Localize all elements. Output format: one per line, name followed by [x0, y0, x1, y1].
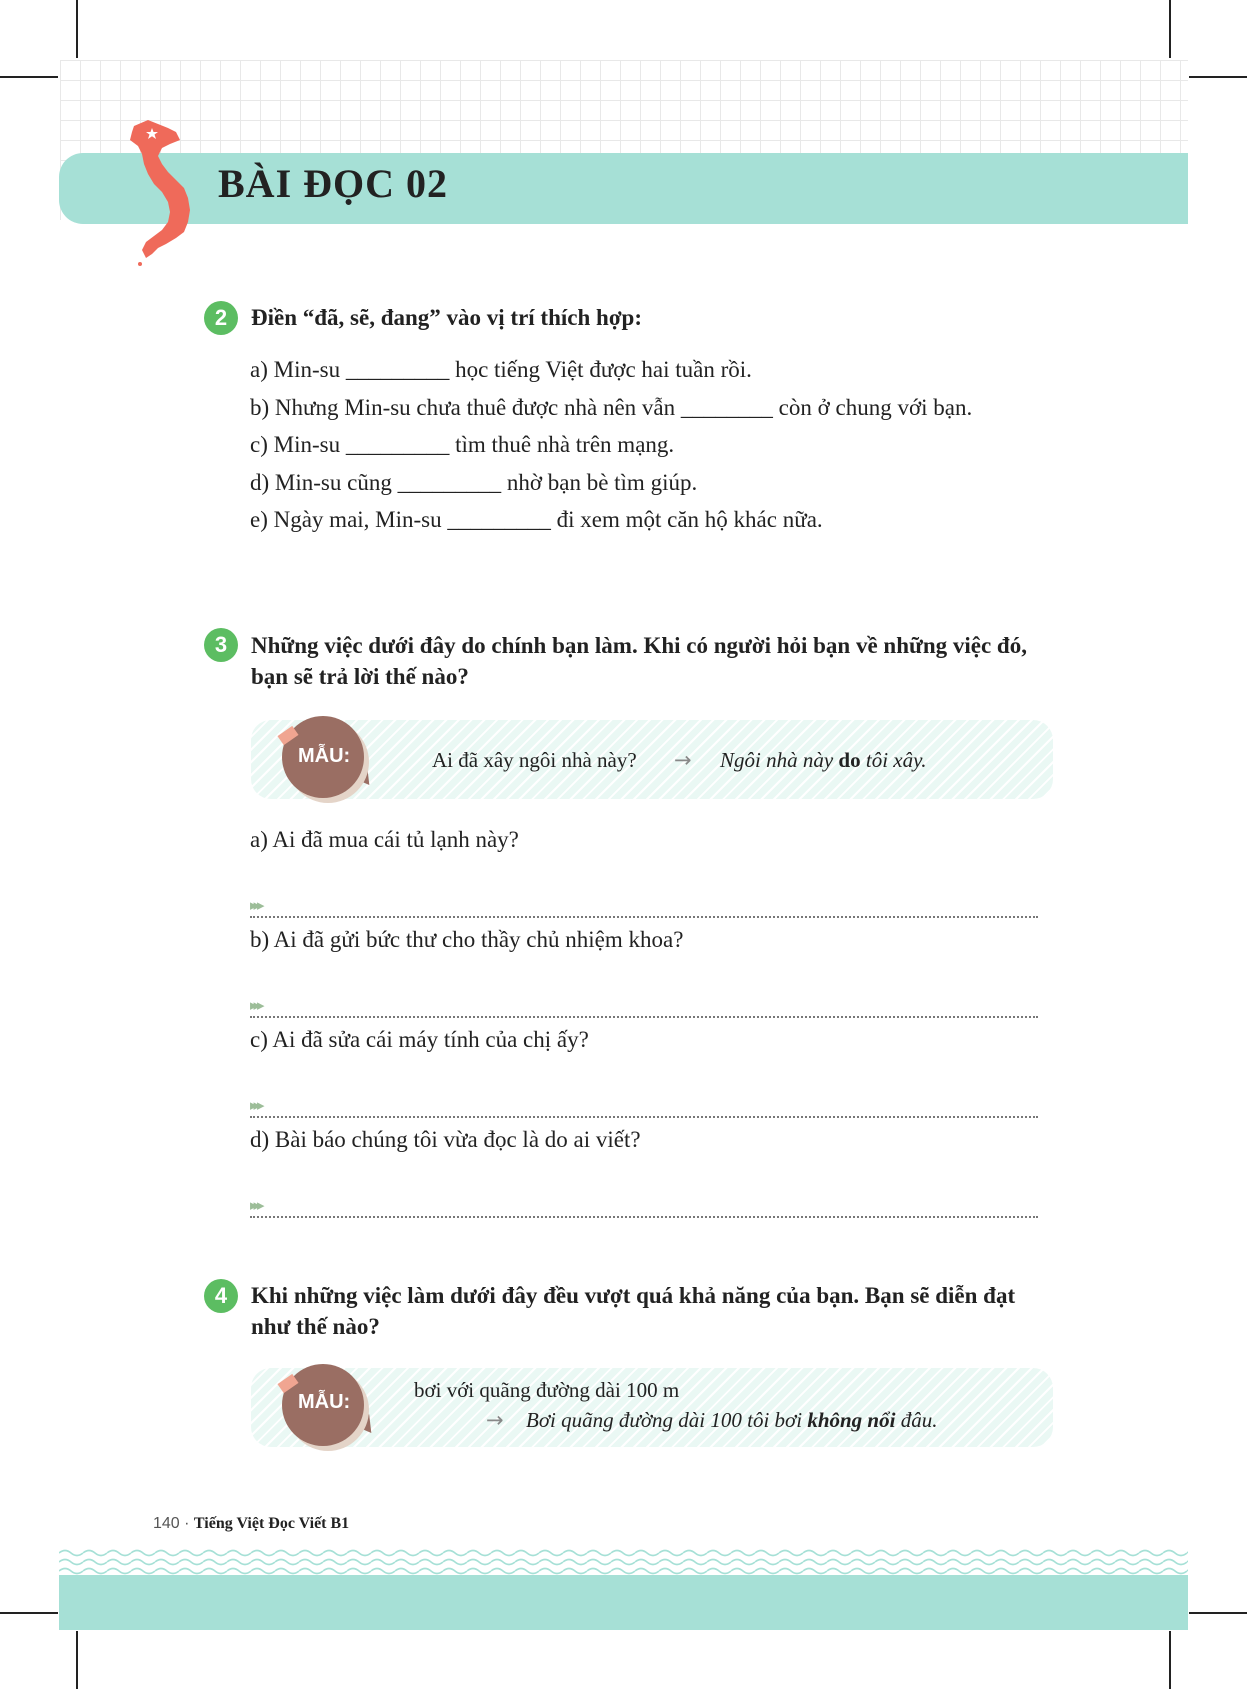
- exercise-instruction: Những việc dưới đây do chính bạn làm. Khi có người hỏi bạn về những việc đó, bạn sẽ trả lời thế nào?: [251, 633, 1027, 689]
- page-footer: [153, 1515, 349, 1533]
- sample-question-text: Ai đã xây ngôi nhà này?: [432, 748, 637, 772]
- sample-question: [432, 748, 637, 773]
- sample-answer: [720, 748, 927, 773]
- fill-in-sentence: a) Min-su _________ học tiếng Việt được hai tuần rồi.: [250, 357, 752, 382]
- sample-answer-keyword: do: [838, 748, 861, 772]
- footer-separator: ·: [179, 1515, 194, 1532]
- sample-label: MẪU:: [298, 1391, 351, 1413]
- exercise-instruction: Điền “đã, sẽ, đang” vào vị trí thích hợp:: [251, 305, 642, 330]
- fill-in-sentence: b) Nhưng Min-su chưa thuê được nhà nên vẫn ________ còn ở chung với bạn.: [250, 395, 973, 420]
- lesson-title: BÀI ĐỌC 02: [218, 161, 449, 206]
- wave-decoration: [59, 1548, 1188, 1576]
- answer-line[interactable]: [250, 996, 1038, 1018]
- vietnam-map-icon: [128, 118, 204, 268]
- crop-mark: [1189, 76, 1247, 78]
- sample-answer-text: đâu.: [895, 1408, 938, 1432]
- arrow-icon: →: [674, 748, 692, 772]
- exercise-number-badge: 4: [204, 1279, 238, 1313]
- crop-mark: [1169, 1631, 1171, 1689]
- fill-in-sentence: d) Min-su cũng _________ nhờ bạn bè tìm giúp.: [250, 470, 698, 495]
- question-text: d) Bài báo chúng tôi vừa đọc là do ai viết?: [250, 1127, 641, 1152]
- question-text: b) Ai đã gửi bức thư cho thầy chủ nhiệm khoa?: [250, 927, 684, 952]
- answer-arrows-icon: ▸▸▸: [250, 996, 261, 1014]
- answer-line[interactable]: [250, 896, 1038, 918]
- crop-mark: [0, 76, 58, 78]
- sample-prompt: bơi với quãng đường dài 100 m: [414, 1378, 680, 1402]
- answer-line[interactable]: [250, 1196, 1038, 1218]
- crop-mark: [76, 0, 78, 58]
- sample-answer-text: Bơi quãng đường dài 100 tôi bơi: [526, 1408, 808, 1432]
- exercise-instruction: Khi những việc làm dưới đây đều vượt quá khả năng của bạn. Bạn sẽ diễn đạt như thế nào?: [251, 1283, 1016, 1339]
- sample-label: MẪU:: [298, 745, 351, 767]
- crop-mark: [1189, 1612, 1247, 1614]
- sample-answer-keyword: không nổi: [807, 1408, 896, 1432]
- question-text: a) Ai đã mua cái tủ lạnh này?: [250, 827, 519, 852]
- question-text: c) Ai đã sửa cái máy tính của chị ấy?: [250, 1027, 589, 1052]
- page-number: 140: [153, 1515, 180, 1532]
- crop-mark: [76, 1631, 78, 1689]
- book-title: Tiếng Việt Đọc Viết B1: [193, 1515, 350, 1532]
- answer-line[interactable]: [250, 1096, 1038, 1118]
- fill-in-sentence: c) Min-su _________ tìm thuê nhà trên mạng.: [250, 432, 675, 457]
- fill-in-sentence: e) Ngày mai, Min-su _________ đi xem một căn hộ khác nữa.: [250, 507, 823, 532]
- answer-arrows-icon: ▸▸▸: [250, 896, 261, 914]
- exercise-number-badge: 3: [204, 628, 238, 662]
- crop-mark: [0, 1612, 58, 1614]
- answer-arrows-icon: ▸▸▸: [250, 1196, 261, 1214]
- crop-mark: [1169, 0, 1171, 58]
- sample-answer-text: Ngôi nhà này: [720, 748, 839, 772]
- sample-answer: [526, 1408, 937, 1433]
- footer-band: [59, 1575, 1188, 1630]
- answer-arrows-icon: ▸▸▸: [250, 1096, 261, 1114]
- arrow-icon: →: [486, 1408, 504, 1432]
- sample-answer-text: tôi xây.: [860, 748, 927, 772]
- sample-box: [251, 720, 1053, 799]
- exercise-number-badge: 2: [204, 301, 238, 335]
